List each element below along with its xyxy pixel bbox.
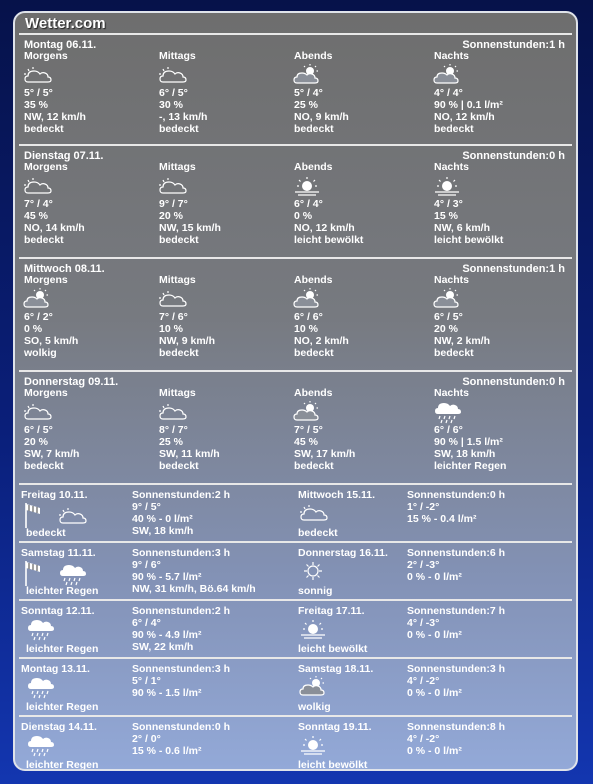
cloudy-icon [59, 505, 85, 527]
period-label: Mittags [159, 387, 196, 399]
period-forecast [159, 387, 294, 472]
period-forecast [294, 50, 429, 135]
temperature: 4° / 4° [434, 87, 463, 99]
partly-cloudy-icon [294, 401, 320, 423]
wind: NO, 9 km/h [294, 111, 349, 123]
day-forecast-block [19, 372, 572, 485]
sun-hours: Sonnenstunden:1 h [462, 263, 565, 275]
precipitation: 20 % [159, 210, 183, 222]
condition-text: leicht bewölkt [434, 234, 504, 246]
temperature: 2° / -3° [407, 559, 440, 571]
wind: NO, 12 km/h [434, 111, 495, 123]
temperature: 2° / 0° [132, 733, 161, 745]
cloudy-icon [24, 175, 50, 197]
sun-haze-icon [434, 175, 460, 197]
period-forecast [434, 161, 569, 246]
precipitation: 45 % [24, 210, 48, 222]
precipitation: 0 % [24, 323, 43, 335]
period-forecast [24, 161, 159, 246]
sun-haze-icon [300, 734, 326, 756]
wind: NW, 2 km/h [434, 335, 491, 347]
period-forecast [159, 161, 294, 246]
day-name: Freitag 17.11. [298, 605, 365, 617]
temperature: 6° / 5° [24, 424, 53, 436]
sun-hours: Sonnenstunden:1 h [462, 39, 565, 51]
temperature: 7° / 5° [294, 424, 323, 436]
precipitation: 90 % - 4.9 l/m² [132, 629, 202, 641]
wind: NW, 15 km/h [159, 222, 221, 234]
cloudy-icon [300, 502, 326, 524]
sun-haze-icon [294, 175, 320, 197]
day-name: Montag 06.11. [24, 39, 97, 51]
condition-text: bedeckt [159, 234, 199, 246]
condition-text: sonnig [298, 585, 333, 597]
period-label: Morgens [24, 387, 68, 399]
precipitation: 90 % | 0.1 l/m² [434, 99, 503, 111]
detailed-days [19, 33, 572, 485]
period-forecast [24, 274, 159, 359]
condition-text: wolkig [24, 347, 57, 359]
period-forecast [24, 50, 159, 135]
wind-warning-flag-icon [24, 560, 42, 584]
period-label: Morgens [24, 274, 68, 286]
cloudy-icon [159, 175, 185, 197]
sun-hours: Sonnenstunden:7 h [407, 605, 505, 617]
sun-hours: Sonnenstunden:0 h [132, 721, 230, 733]
condition-text: bedeckt [294, 460, 334, 472]
period-label: Nachts [434, 161, 470, 173]
period-forecast [434, 387, 569, 472]
wind: NW, 31 km/h, Bö.64 km/h [132, 583, 256, 595]
temperature: 5° / 5° [24, 87, 53, 99]
wind: NO, 12 km/h [294, 222, 355, 234]
wind: NO, 14 km/h [24, 222, 85, 234]
precipitation: 10 % [159, 323, 183, 335]
period-label: Nachts [434, 387, 470, 399]
widget-title: Wetter.com [25, 15, 106, 32]
precipitation: 0 % - 0 l/m² [407, 687, 462, 699]
condition-text: leichter Regen [26, 643, 99, 655]
period-label: Abends [294, 161, 333, 173]
compact-day-row [19, 717, 572, 771]
wind: SW, 17 km/h [294, 448, 356, 460]
condition-text: leichter Regen [26, 585, 99, 597]
partly-cloudy-icon [300, 676, 326, 698]
sun-hours: Sonnenstunden:2 h [132, 605, 230, 617]
precipitation: 30 % [159, 99, 183, 111]
precipitation: 20 % [434, 323, 458, 335]
condition-text: leichter Regen [26, 759, 99, 771]
condition-text: bedeckt [24, 460, 64, 472]
day-name: Mittwoch 15.11. [298, 489, 376, 501]
condition-text: leichter Regen [26, 701, 99, 713]
day-name: Montag 13.11. [21, 663, 90, 675]
temperature: 5° / 1° [132, 675, 161, 687]
precipitation: 0 % - 0 l/m² [407, 571, 462, 583]
rain-cloud-icon [59, 563, 85, 585]
day-name: Samstag 11.11. [21, 547, 96, 559]
sun-hours: Sonnenstunden:0 h [407, 489, 505, 501]
rain-cloud-icon [434, 401, 460, 423]
sun-hours: Sonnenstunden:2 h [132, 489, 230, 501]
period-forecast [434, 274, 569, 359]
day-name: Donnerstag 16.11. [298, 547, 388, 559]
partly-cloudy-icon [434, 64, 460, 86]
day-name: Sonntag 19.11. [298, 721, 372, 733]
partly-cloudy-icon [24, 288, 50, 310]
period-forecast [159, 50, 294, 135]
temperature: 4° / -3° [407, 617, 440, 629]
wind: SW, 18 km/h [434, 448, 496, 460]
cloudy-icon [24, 64, 50, 86]
temperature: 8° / 7° [159, 424, 188, 436]
day-forecast-block [19, 33, 572, 146]
condition-text: bedeckt [24, 234, 64, 246]
day-name: Dienstag 14.11. [21, 721, 97, 733]
precipitation: 90 % | 1.5 l/m² [434, 436, 503, 448]
cloudy-icon [159, 64, 185, 86]
condition-text: bedeckt [298, 527, 338, 539]
wind: SW, 7 km/h [24, 448, 80, 460]
wind: NO, 2 km/h [294, 335, 349, 347]
temperature: 6° / 5° [159, 87, 188, 99]
condition-text: bedeckt [434, 347, 474, 359]
day-name: Donnerstag 09.11. [24, 376, 119, 388]
wind: SO, 5 km/h [24, 335, 79, 347]
condition-text: bedeckt [24, 123, 64, 135]
rain-cloud-icon [27, 676, 53, 698]
wind: -, 13 km/h [159, 111, 208, 123]
period-label: Mittags [159, 50, 196, 62]
temperature: 7° / 4° [24, 198, 53, 210]
period-label: Nachts [434, 274, 470, 286]
precipitation: 25 % [294, 99, 318, 111]
temperature: 6° / 2° [24, 311, 53, 323]
wind: NW, 12 km/h [24, 111, 86, 123]
day-name: Freitag 10.11. [21, 489, 88, 501]
compact-day-row [19, 601, 572, 659]
temperature: 5° / 4° [294, 87, 323, 99]
period-label: Abends [294, 50, 333, 62]
partly-cloudy-icon [434, 288, 460, 310]
sun-hours: Sonnenstunden:6 h [407, 547, 505, 559]
temperature: 6° / 6° [294, 311, 323, 323]
sun-hours: Sonnenstunden:3 h [132, 547, 230, 559]
cloudy-icon [159, 401, 185, 423]
condition-text: leicht bewölkt [298, 759, 368, 771]
period-label: Morgens [24, 50, 68, 62]
sun-hours: Sonnenstunden:8 h [407, 721, 505, 733]
condition-text: leicht bewölkt [294, 234, 364, 246]
rain-cloud-icon [27, 618, 53, 640]
sun-hours: Sonnenstunden:3 h [132, 663, 230, 675]
condition-text: bedeckt [434, 123, 474, 135]
sun-hours: Sonnenstunden:0 h [462, 150, 565, 162]
sun-icon [300, 560, 326, 582]
partly-cloudy-icon [294, 288, 320, 310]
precipitation: 15 % - 0.4 l/m² [407, 513, 477, 525]
wind: NW, 9 km/h [159, 335, 216, 347]
cloudy-icon [159, 288, 185, 310]
condition-text: leichter Regen [434, 460, 507, 472]
temperature: 1° / -2° [407, 501, 440, 513]
temperature: 6° / 5° [434, 311, 463, 323]
compact-day-row [19, 485, 572, 543]
precipitation: 35 % [24, 99, 48, 111]
condition-text: leicht bewölkt [298, 643, 368, 655]
compact-day-row [19, 543, 572, 601]
precipitation: 15 % [434, 210, 458, 222]
temperature: 9° / 7° [159, 198, 188, 210]
wind: SW, 18 km/h [132, 525, 194, 537]
compact-days [19, 485, 572, 771]
precipitation: 15 % - 0.6 l/m² [132, 745, 202, 757]
precipitation: 0 % - 0 l/m² [407, 629, 462, 641]
weather-widget [13, 11, 578, 771]
temperature: 4° / 3° [434, 198, 463, 210]
wind: SW, 11 km/h [159, 448, 220, 460]
day-forecast-block [19, 259, 572, 372]
condition-text: bedeckt [159, 123, 199, 135]
precipitation: 0 % [294, 210, 313, 222]
condition-text: wolkig [298, 701, 331, 713]
precipitation: 90 % - 1.5 l/m² [132, 687, 202, 699]
temperature: 6° / 4° [132, 617, 161, 629]
compact-day-row [19, 659, 572, 717]
partly-cloudy-icon [294, 64, 320, 86]
sun-hours: Sonnenstunden:0 h [462, 376, 565, 388]
cloudy-icon [24, 401, 50, 423]
period-label: Abends [294, 274, 333, 286]
period-label: Mittags [159, 274, 196, 286]
precipitation: 10 % [294, 323, 318, 335]
temperature: 6° / 6° [434, 424, 463, 436]
period-label: Morgens [24, 161, 68, 173]
temperature: 4° / -2° [407, 733, 440, 745]
temperature: 9° / 6° [132, 559, 161, 571]
rain-cloud-icon [27, 734, 53, 756]
period-label: Mittags [159, 161, 196, 173]
temperature: 4° / -2° [407, 675, 440, 687]
condition-text: bedeckt [26, 527, 66, 539]
condition-text: bedeckt [159, 460, 199, 472]
sun-hours: Sonnenstunden:3 h [407, 663, 505, 675]
period-forecast [294, 161, 429, 246]
precipitation: 25 % [159, 436, 183, 448]
forecast-body [19, 33, 572, 771]
day-name: Dienstag 07.11. [24, 150, 104, 162]
period-label: Nachts [434, 50, 470, 62]
period-forecast [24, 387, 159, 472]
wind: SW, 22 km/h [132, 641, 194, 653]
wind: NW, 6 km/h [434, 222, 491, 234]
period-forecast [294, 387, 429, 472]
day-name: Samstag 18.11. [298, 663, 374, 675]
wind-warning-flag-icon [24, 502, 42, 526]
day-name: Sonntag 12.11. [21, 605, 95, 617]
period-label: Abends [294, 387, 333, 399]
condition-text: bedeckt [294, 123, 334, 135]
day-name: Mittwoch 08.11. [24, 263, 105, 275]
precipitation: 20 % [24, 436, 48, 448]
temperature: 9° / 5° [132, 501, 161, 513]
precipitation: 0 % - 0 l/m² [407, 745, 462, 757]
temperature: 7° / 6° [159, 311, 188, 323]
precipitation: 45 % [294, 436, 318, 448]
period-forecast [434, 50, 569, 135]
precipitation: 90 % - 5.7 l/m² [132, 571, 202, 583]
temperature: 6° / 4° [294, 198, 323, 210]
period-forecast [159, 274, 294, 359]
precipitation: 40 % - 0 l/m² [132, 513, 193, 525]
period-forecast [294, 274, 429, 359]
day-forecast-block [19, 146, 572, 259]
sun-haze-icon [300, 618, 326, 640]
condition-text: bedeckt [159, 347, 199, 359]
condition-text: bedeckt [294, 347, 334, 359]
